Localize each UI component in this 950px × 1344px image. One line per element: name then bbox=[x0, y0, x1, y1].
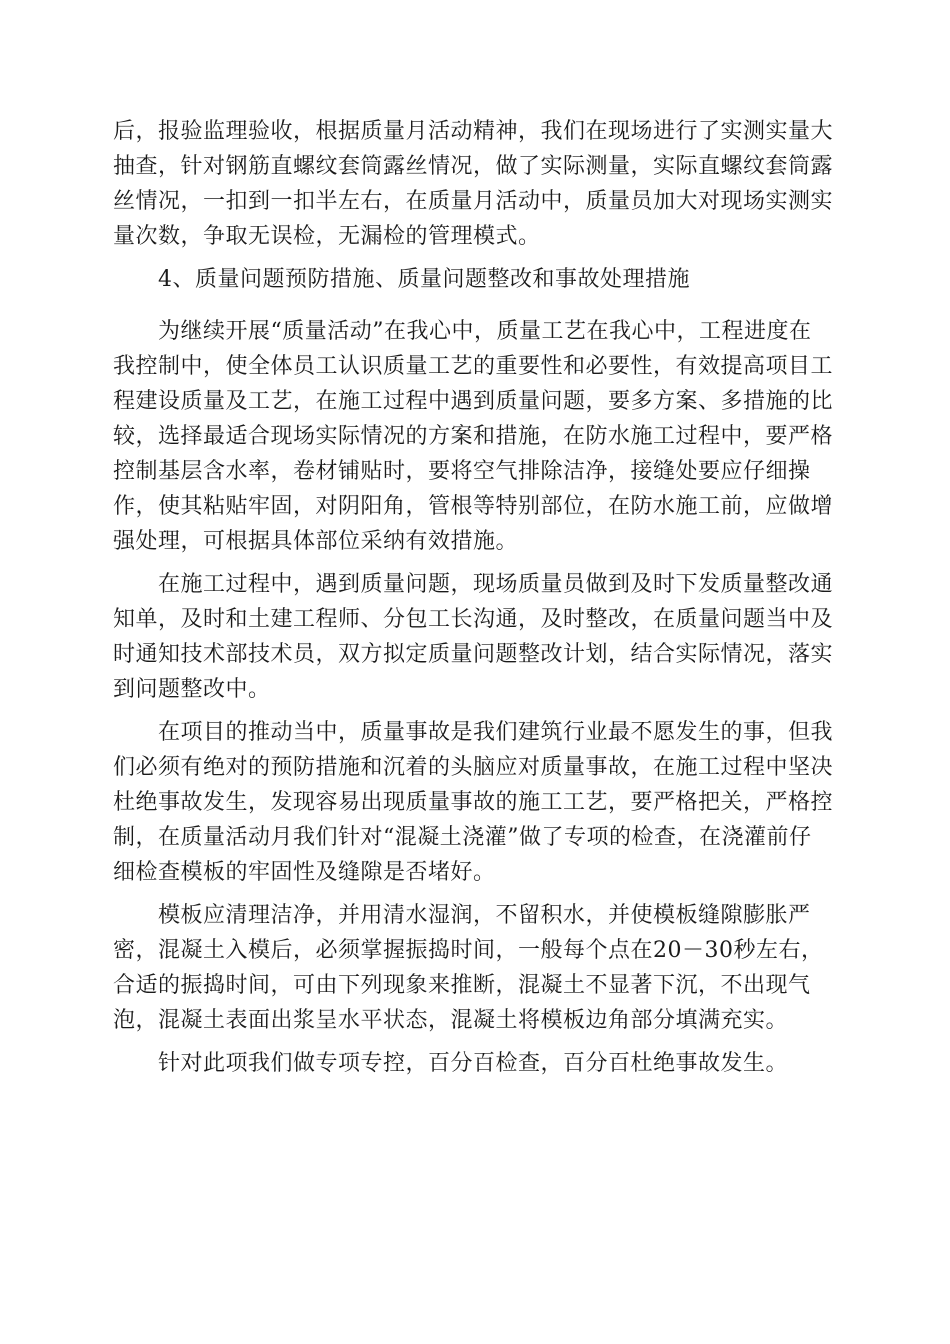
text-line: 针对此项我们做专项专控，百分百检查，百分百杜绝事故发生。 bbox=[158, 1051, 789, 1076]
text-line: 密，混凝土入模后，必须掌握振捣时间，一般每个点在20－30秒左右， bbox=[113, 938, 824, 963]
text-line: 丝情况，一扣到一扣半左右，在质量月活动中，质量员加大对现场实测实 bbox=[113, 189, 834, 214]
paragraph-inspection-results bbox=[113, 114, 841, 254]
text-line: 后，报验监理验收，根据质量月活动精神，我们在现场进行了实测实量大 bbox=[113, 119, 834, 144]
text-line: 强处理，可根据具体部位采纳有效措施。 bbox=[113, 529, 519, 554]
paragraph-accident-prevention bbox=[113, 715, 841, 890]
paragraph-formwork bbox=[113, 898, 841, 1038]
text-line: 模板应清理洁净，并用清水湿润，不留积水，并使模板缝隙膨胀严 bbox=[158, 903, 811, 928]
paragraph-prevention-measures bbox=[113, 314, 841, 559]
text-line: 抽查，针对钢筋直螺纹套筒露丝情况，做了实际测量，实际直螺纹套筒露 bbox=[113, 154, 834, 179]
text-line: 制，在质量活动月我们针对“混凝土浇灌”做了专项的检查，在浇灌前仔 bbox=[113, 825, 812, 850]
text-line: 控制基层含水率，卷材铺贴时，要将空气排除洁净，接缝处要应仔细操 bbox=[113, 459, 811, 484]
text-line: 我控制中，使全体员工认识质量工艺的重要性和必要性，有效提高项目工 bbox=[113, 354, 834, 379]
text-line: 合适的振捣时间，可由下列现象来推断，混凝土不显著下沉，不出现气 bbox=[113, 973, 811, 998]
text-line: 细检查模板的牢固性及缝隙是否堵好。 bbox=[113, 860, 496, 885]
text-line: 量次数，争取无误检，无漏检的管理模式。 bbox=[113, 224, 541, 249]
text-line: 程建设质量及工艺，在施工过程中遇到质量问题，要多方案、多措施的比 bbox=[113, 389, 834, 414]
text-line: 在施工过程中，遇到质量问题，现场质量员做到及时下发质量整改通 bbox=[158, 572, 834, 597]
document-body bbox=[113, 114, 841, 1089]
text-line: 在项目的推动当中，质量事故是我们建筑行业最不愿发生的事，但我 bbox=[158, 720, 834, 745]
paragraph-rectification bbox=[113, 567, 841, 707]
paragraph-conclusion bbox=[113, 1046, 841, 1081]
text-line: 知单，及时和土建工程师、分包工长沟通，及时整改，在质量问题当中及 bbox=[113, 607, 834, 632]
text-line: 较，选择最适合现场实际情况的方案和措施，在防水施工过程中，要严格 bbox=[113, 424, 834, 449]
text-line: 们必须有绝对的预防措施和沉着的头脑应对质量事故，在施工过程中坚决 bbox=[113, 755, 834, 780]
section-heading bbox=[113, 262, 841, 297]
text-line: 为继续开展“质量活动”在我心中，质量工艺在我心中，工程进度在 bbox=[158, 319, 812, 344]
text-line: 作，使其粘贴牢固，对阴阳角，管根等特别部位，在防水施工前，应做增 bbox=[113, 494, 834, 519]
text-line: 时通知技术部技术员，双方拟定质量问题整改计划，结合实际情况，落实 bbox=[113, 642, 834, 667]
section-heading-text: 4、质量问题预防措施、质量问题整改和事故处理措施 bbox=[158, 267, 690, 292]
text-line: 杜绝事故发生，发现容易出现质量事故的施工工艺，要严格把关，严格控 bbox=[113, 790, 834, 815]
text-line: 到问题整改中。 bbox=[113, 677, 271, 702]
text-line: 泡，混凝土表面出浆呈水平状态，混凝土将模板边角部分填满充实。 bbox=[113, 1008, 789, 1033]
